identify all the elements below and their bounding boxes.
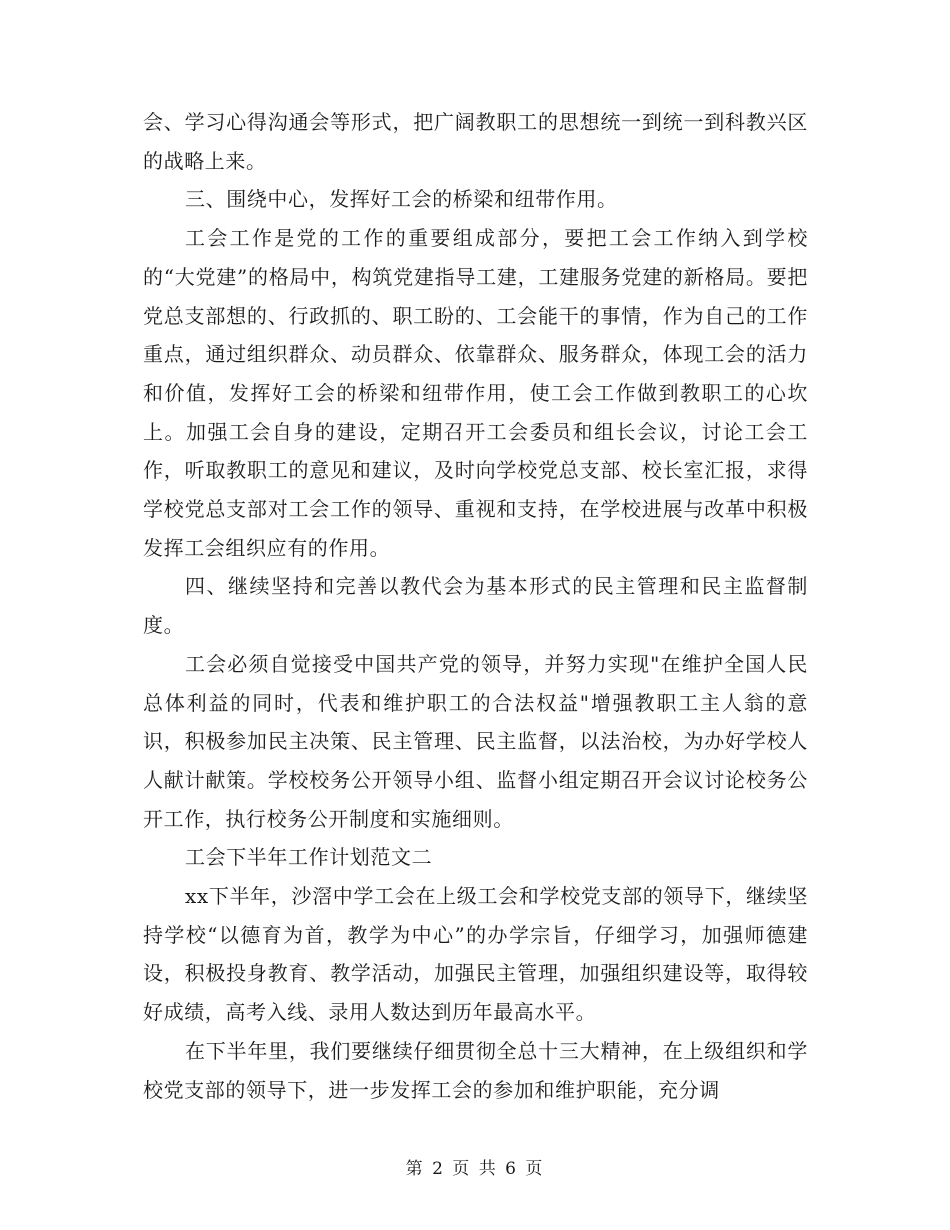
- paragraph-1: 会、学习心得沟通会等形式，把广阔教职工的思想统一到统一到科教兴区的战略上来。: [143, 110, 808, 173]
- paragraph-8: 在下半年里，我们要继续仔细贯彻全总十三大精神，在上级组织和学校党支部的领导下，进一步发挥工会的参加和维护职能，充分调: [143, 1038, 808, 1102]
- document-body: [143, 103, 808, 1109]
- paragraph-3: 工会工作是党的工作的重要组成部分，要把工会工作纳入到学校的“大党建”的格局中，构筑党建指导工建，工建服务党建的新格局。要把党总支部想的、行政抓的、职工盼的、工会能干的事情，作为自己的工作重点，通过组织群众、动员群众、依靠群众、服务群众，体现工会的活力和价值，发挥好工会的桥梁和纽带作用，使工会工作做到教职工的心坎上。加强工会自身的建设，定期召开工会委员和组长会议，讨论工会工作，听取教职工的意见和建议，及时向学校党总支部、校长室汇报，求得学校党总支部对工会工作的领导、重视和支持，在学校进展与改革中积极发挥工会组织应有的作用。: [143, 226, 808, 560]
- paragraph-4-heading: 四、继续坚持和完善以教代会为基本形式的民主管理和民主监督制度。: [143, 574, 808, 638]
- paragraph-2-heading: 三、围绕中心，发挥好工会的桥梁和纽带作用。: [185, 187, 618, 212]
- page-footer: [0, 1154, 950, 1179]
- page-number-label: 第 2 页 共 6 页: [405, 1159, 545, 1179]
- section-title: 工会下半年工作计划范文二: [185, 845, 433, 870]
- paragraph-5: 工会必须自觉接受中国共产党的领导，并努力实现"在维护全国人民总体利益的同时，代表和维护职工的合法权益"增强教职工主人翁的意识，积极参加民主决策、民主管理、民主监督，以法治校，为办好学校人人献计献策。学校校务公开领导小组、监督小组定期召开会议讨论校务公开工作，执行校务公开制度和实施细则。: [143, 651, 808, 831]
- paragraph-7: xx下半年，沙滘中学工会在上级工会和学校党支部的领导下，继续坚持学校“以德育为首，教学为中心”的办学宗旨，仔细学习，加强师德建设，积极投身教育、教学活动，加强民主管理，加强组织建设等，取得较好成绩，高考入线、录用人数达到历年最高水平。: [143, 884, 808, 1025]
